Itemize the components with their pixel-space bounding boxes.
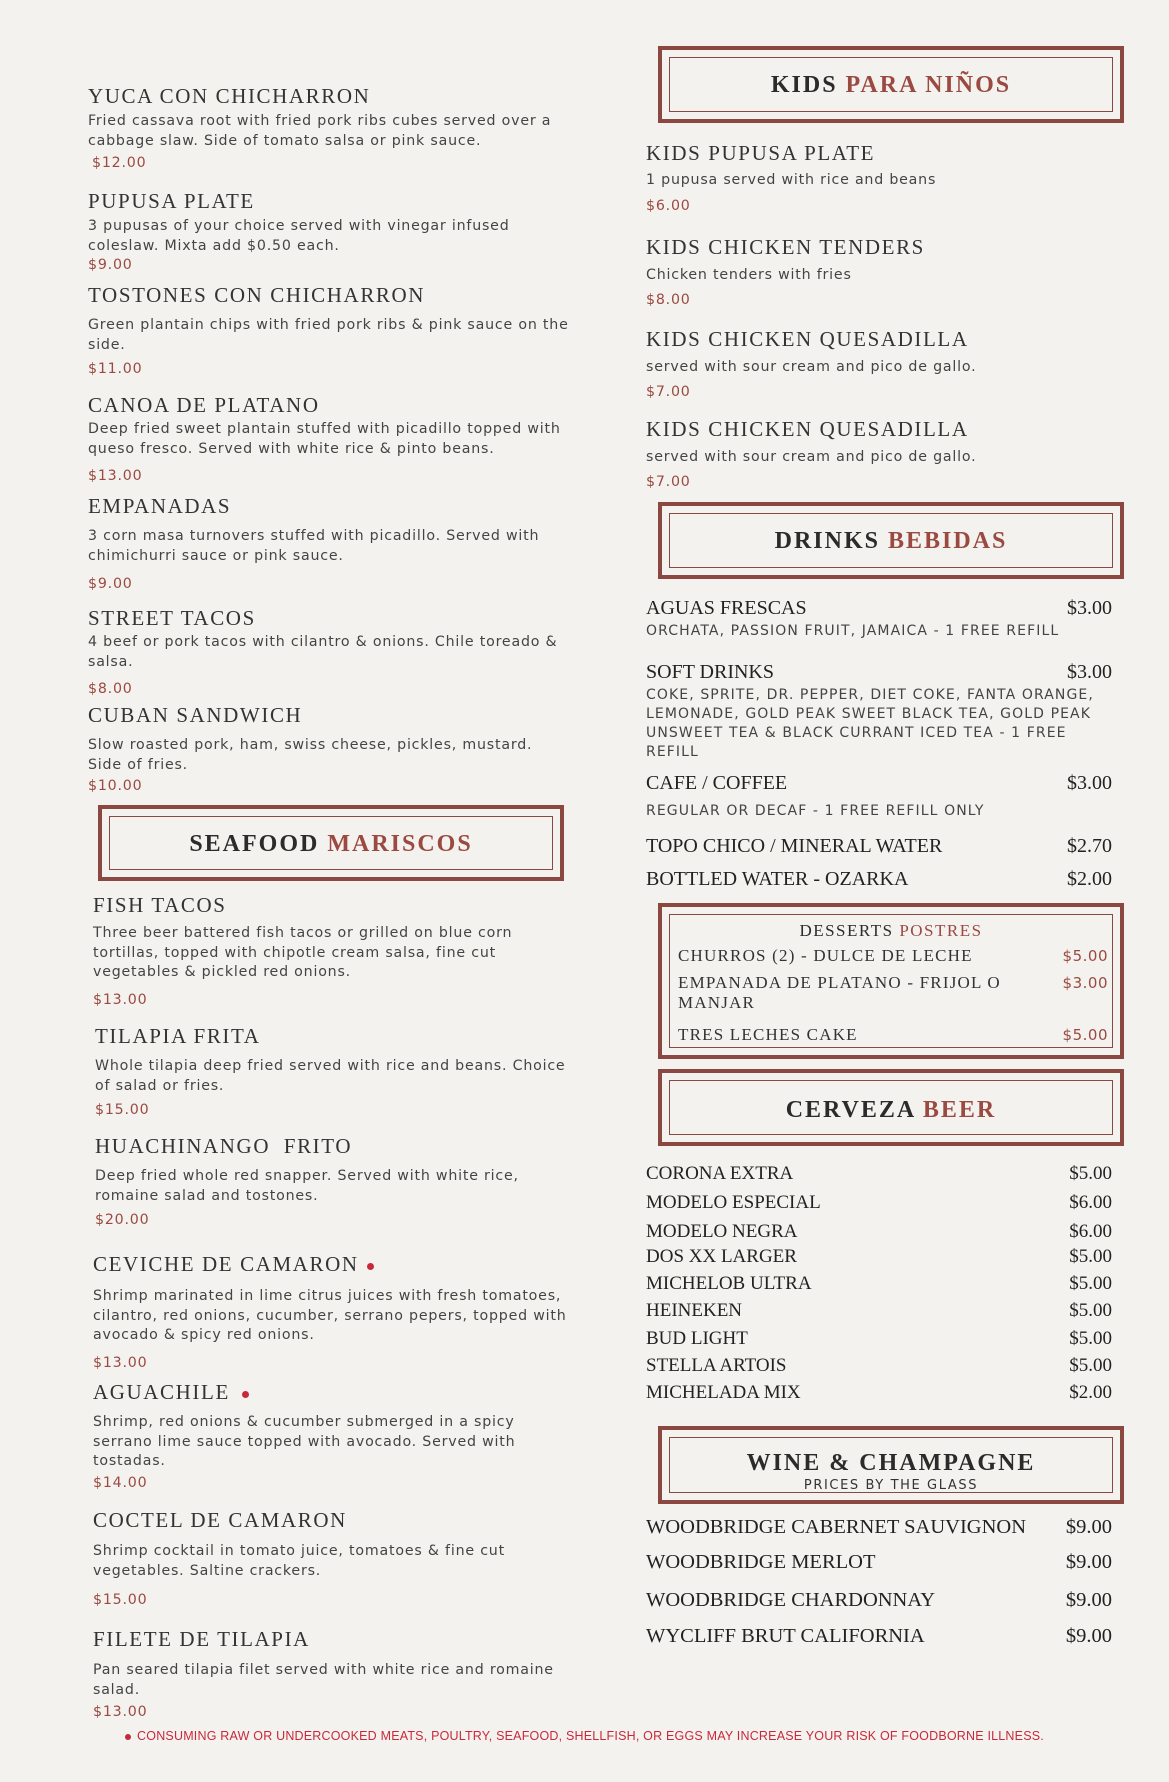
beer-item [646,1221,1112,1243]
item-description: COKE, SPRITE, DR. PEPPER, DIET COKE, FANTA ORANGE, LEMONADE, GOLD PEAK SWEET BLACK TEA, GOLD PEAK UNSWEET TEA & BLACK CURRANT ICED TEA - 1 FREE REFILL [646,687,1094,760]
drink-item [646,597,1112,641]
item-price: $5.00 [1069,1300,1112,1321]
item-name: BUD LIGHT [646,1328,748,1349]
item-description: Shrimp, red onions & cucumber submerged in a spicy serrano lime sauce topped with avocado. Served with tostadas. [93,1414,516,1469]
item-description: 1 pupusa served with rice and beans [646,172,937,188]
item-name: MODELO NEGRA [646,1221,798,1242]
item-name: TOSTONES CON CHICHARRON [88,283,426,307]
menu-item [88,393,570,484]
item-name: HUACHINANGO FRITO [95,1134,353,1158]
item-price: $9.00 [1065,1625,1112,1647]
item-description: Deep fried whole red snapper. Served with white rice, romaine salad and tostones. [95,1168,519,1204]
wine-item [646,1516,1112,1539]
item-name: COCTEL DE CAMARON [93,1508,347,1532]
item-name: FISH TACOS [93,893,227,917]
item-price: $5.00 [1069,1273,1112,1294]
wine-item [646,1551,1112,1574]
item-description: Green plantain chips with fried pork ribs & pink sauce on the side. [88,317,569,353]
item-name: BOTTLED WATER - OZARKA [646,868,909,890]
item-description: REGULAR OR DECAF - 1 FREE REFILL ONLY [646,803,985,819]
item-price: $15.00 [95,1102,150,1118]
item-description: Shrimp cocktail in tomato juice, tomatoes & fine cut vegetables. Saltine crackers. [93,1543,505,1579]
item-description: served with sour cream and pico de gallo. [646,449,977,465]
beer-item [646,1273,1112,1295]
raw-food-warning [0,1729,1169,1743]
menu-item [93,1252,575,1371]
beer-section-header [658,1069,1124,1146]
item-price: $5.00 [1069,1355,1112,1376]
menu-item [93,1380,575,1491]
item-name: STELLA ARTOIS [646,1355,787,1376]
item-price: $13.00 [93,1704,148,1720]
item-price: $3.00 [1067,597,1112,619]
item-price: $9.00 [1065,1589,1112,1611]
wine-section-header [658,1426,1124,1504]
item-name: CUBAN SANDWICH [88,703,303,727]
item-name: HEINEKEN [646,1300,743,1321]
item-price: $13.00 [93,991,148,1008]
item-description: Pan seared tilapia filet served with white rice and romaine salad. [93,1662,554,1698]
item-price: $5.00 [1069,1163,1112,1184]
item-name: WOODBRIDGE CHARDONNAY [646,1589,936,1611]
item-price: $15.00 [93,1592,148,1608]
item-price: $8.00 [646,291,691,308]
drinks-section-header [658,502,1124,579]
section-title: CERVEZA BEER [785,1097,997,1123]
item-price: $6.00 [1069,1221,1112,1242]
item-name: YUCA CON CHICHARRON [88,84,371,108]
section-title: SEAFOOD MARISCOS [189,831,473,857]
item-price: $8.00 [88,681,133,697]
item-price: $7.00 [646,383,691,400]
item-name: CORONA EXTRA [646,1163,794,1184]
beer-item [646,1246,1112,1268]
kids-section-header [658,46,1124,123]
item-name: EMPANADAS [88,494,232,518]
raw-warning-dot-icon [242,1391,249,1398]
item-price: $9.00 [88,576,133,592]
item-price: $2.00 [1069,1382,1112,1403]
item-price: $11.00 [88,361,143,377]
menu-item [646,417,1116,490]
item-price: $10.00 [88,778,143,794]
item-name: WOODBRIDGE CABERNET SAUVIGNON [646,1516,1027,1538]
menu-item [95,1134,577,1228]
menu-item [93,1508,575,1608]
item-description: ORCHATA, PASSION FRUIT, JAMAICA - 1 FREE REFILL [646,623,1060,639]
item-price: $9.00 [88,257,133,273]
beer-item [646,1300,1112,1322]
item-name: CHURROS (2) - DULCE DE LECHE [678,946,973,965]
item-price: $5.00 [1069,1328,1112,1349]
section-subtitle: PRICES BY THE GLASS [803,1478,979,1493]
item-description: served with sour cream and pico de gallo. [646,359,977,375]
item-price: $3.00 [1067,772,1112,794]
item-name: CANOA DE PLATANO [88,393,320,417]
drink-item [646,661,1112,762]
item-price: $12.00 [92,155,147,171]
menu-item [88,283,570,377]
section-title: DESSERTS POSTRES [799,921,983,940]
item-name: PUPUSA PLATE [88,189,255,213]
section-title: DRINKS BEBIDAS [774,528,1008,554]
item-price: $5.00 [1062,1026,1108,1044]
wine-item [646,1589,1112,1612]
menu-item [646,327,1116,400]
menu-item [93,1627,575,1720]
beer-item [646,1192,1112,1214]
raw-warning-dot-icon [367,1263,374,1270]
menu-item [88,494,570,592]
raw-warning-dot-icon [125,1734,131,1740]
item-name: TRES LECHES CAKE [678,1025,858,1044]
item-price: $3.00 [1062,974,1108,992]
item-price: $7.00 [646,473,691,490]
dessert-item [678,973,1108,1013]
item-price: $2.70 [1067,835,1112,857]
beer-item [646,1355,1112,1377]
item-name: MODELO ESPECIAL [646,1192,821,1213]
item-name: AGUAS FRESCAS [646,597,807,619]
item-name: WYCLIFF BRUT CALIFORNIA [646,1625,925,1647]
item-price: $6.00 [1069,1192,1112,1213]
item-description: Shrimp marinated in lime citrus juices with fresh tomatoes, cilantro, red onions, cucumber, serrano pepers, topped with avocado & spicy red onions. [93,1288,567,1343]
item-name: TILAPIA FRITA [95,1024,261,1048]
item-name: EMPANADA DE PLATANO - FRIJOL O MANJAR [678,973,1001,1012]
menu-item [88,84,570,171]
beer-item [646,1382,1112,1404]
item-name: KIDS CHICKEN QUESADILLA [646,417,969,441]
item-name: KIDS CHICKEN TENDERS [646,235,925,259]
drink-item [646,772,1112,821]
item-description: 3 corn masa turnovers stuffed with picadillo. Served with chimichurri sauce or pink sauce. [88,528,540,564]
item-price: $2.00 [1067,868,1112,890]
menu-item [93,893,575,1008]
item-price: $20.00 [95,1212,150,1228]
item-description: Slow roasted pork, ham, swiss cheese, pickles, mustard. Side of fries. [88,737,533,773]
item-name: WOODBRIDGE MERLOT [646,1551,876,1573]
item-name: KIDS PUPUSA PLATE [646,141,876,165]
item-description: Chicken tenders with fries [646,267,852,283]
dessert-item [678,1025,1108,1045]
item-price: $5.00 [1069,1246,1112,1267]
section-title: WINE & CHAMPAGNE [746,1450,1036,1476]
desserts-section [658,903,1124,1059]
item-name: STREET TACOS [88,606,256,630]
wine-item [646,1625,1112,1648]
item-name: CAFE / COFFEE [646,772,788,794]
item-name: MICHELADA MIX [646,1382,801,1403]
item-price: $9.00 [1065,1516,1112,1538]
menu-item [646,235,1116,308]
menu-item [88,606,570,697]
beer-item [646,1328,1112,1350]
menu-item [88,703,570,794]
item-price: $6.00 [646,197,691,214]
item-price: $13.00 [93,1354,148,1371]
item-description: Fried cassava root with fried pork ribs cubes served over a cabbage slaw. Side of tomato salsa or pink sauce. [88,113,552,149]
section-title: KIDS PARA NIÑOS [770,72,1012,98]
drink-item [646,835,1112,858]
menu-item [646,141,1116,214]
dessert-item [678,946,1108,966]
menu-item [88,189,570,273]
beer-item [646,1163,1112,1185]
seafood-section-header [98,805,564,881]
item-name: MICHELOB ULTRA [646,1273,812,1294]
item-price: $9.00 [1065,1551,1112,1573]
item-description: Whole tilapia deep fried served with rice and beans. Choice of salad or fries. [95,1058,566,1094]
item-description: Deep fried sweet plantain stuffed with picadillo topped with queso fresco. Served with white rice & pinto beans. [88,421,561,457]
item-name: CEVICHE DE CAMARON [93,1252,575,1277]
menu-item [95,1024,577,1118]
drink-item [646,868,1112,891]
item-description: 4 beef or pork tacos with cilantro & onions. Chile toreado & salsa. [88,634,558,670]
item-price: $5.00 [1062,947,1108,965]
item-price: $14.00 [93,1474,148,1491]
item-name: SOFT DRINKS [646,661,774,683]
item-price: $3.00 [1067,661,1112,683]
warning-text: CONSUMING RAW OR UNDERCOOKED MEATS, POULTRY, SEAFOOD, SHELLFISH, OR EGGS MAY INCREASE YOUR RISK OF FOODBORNE ILLNESS. [137,1729,1044,1743]
item-name: AGUACHILE [93,1380,575,1405]
item-name: DOS XX LARGER [646,1246,797,1267]
item-name: TOPO CHICO / MINERAL WATER [646,835,943,857]
item-name: FILETE DE TILAPIA [93,1627,310,1651]
item-price: $13.00 [88,468,143,484]
item-description: Three beer battered fish tacos or grilled on blue corn tortillas, topped with chipotle cream salsa, fine cut vegetables & pickled red onions. [93,925,513,980]
item-description: 3 pupusas of your choice served with vinegar infused coleslaw. Mixta add $0.50 each. [88,218,510,254]
item-name: KIDS CHICKEN QUESADILLA [646,327,969,351]
